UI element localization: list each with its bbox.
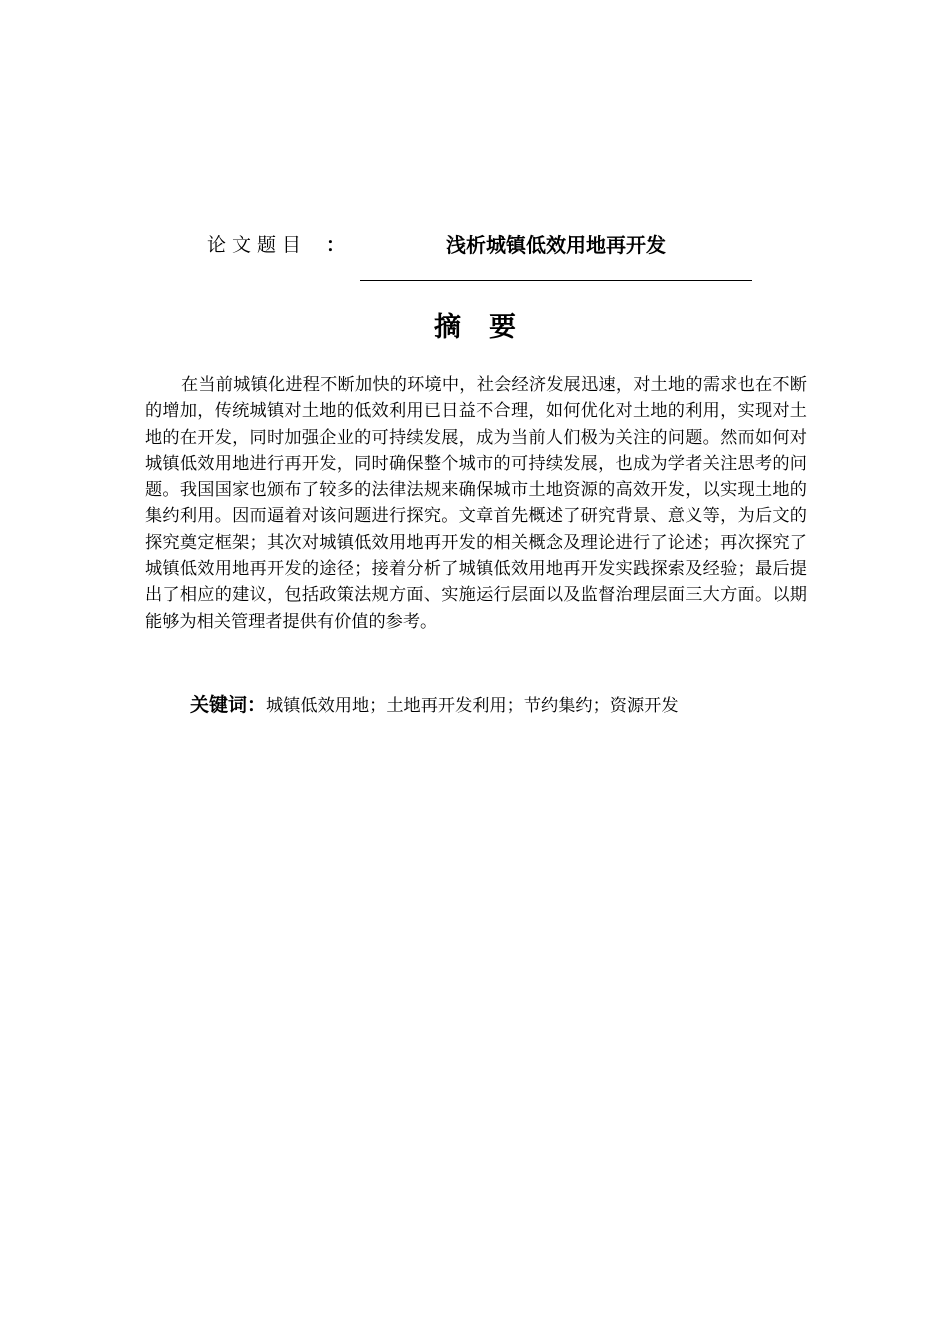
abstract-body: 在当前城镇化进程不断加快的环境中，社会经济发展迅速，对土地的需求也在不断的增加，传统城镇对土地的低效利用已日益不合理，如何优化对土地的利用，实现对土地的在开发，同时加强企业的可持续发展，成为当前人们极为关注的问题。然而如何对城镇低效用地进行再开发，同时确保整个城市的可持续发展，也成为学者关注思考的问题。我国国家也颁布了较多的法律法规来确保城市土地资源的高效开发，以实现土地的集约利用。因而逼着对该问题进行探究。文章首先概述了研究背景、意义等，为后文的探究奠定框架；其次对城镇低效用地再开发的相关概念及理论进行了论述；再次探究了城镇低效用地再开发的途径；接着分析了城镇低效用地再开发实践探索及经验；最后提出了相应的建议，包括政策法规方面、实施运行层面以及监督治理层面三大方面。以期能够为相关管理者提供有价值的参考。 bbox=[145, 375, 807, 632]
thesis-title-value: 浅析城镇低效用地再开发 bbox=[446, 233, 666, 257]
thesis-title-colon: ： bbox=[326, 234, 346, 256]
thesis-title-label: 论文题目 bbox=[207, 234, 308, 256]
abstract-heading: 摘要 bbox=[434, 312, 544, 343]
keywords-line bbox=[190, 690, 830, 721]
title-underline bbox=[360, 280, 752, 281]
keywords-value: 城镇低效用地；土地再开发利用；节约集约；资源开发 bbox=[266, 696, 679, 716]
keywords-label: 关键词： bbox=[190, 694, 267, 716]
thesis-title-row bbox=[0, 230, 950, 262]
